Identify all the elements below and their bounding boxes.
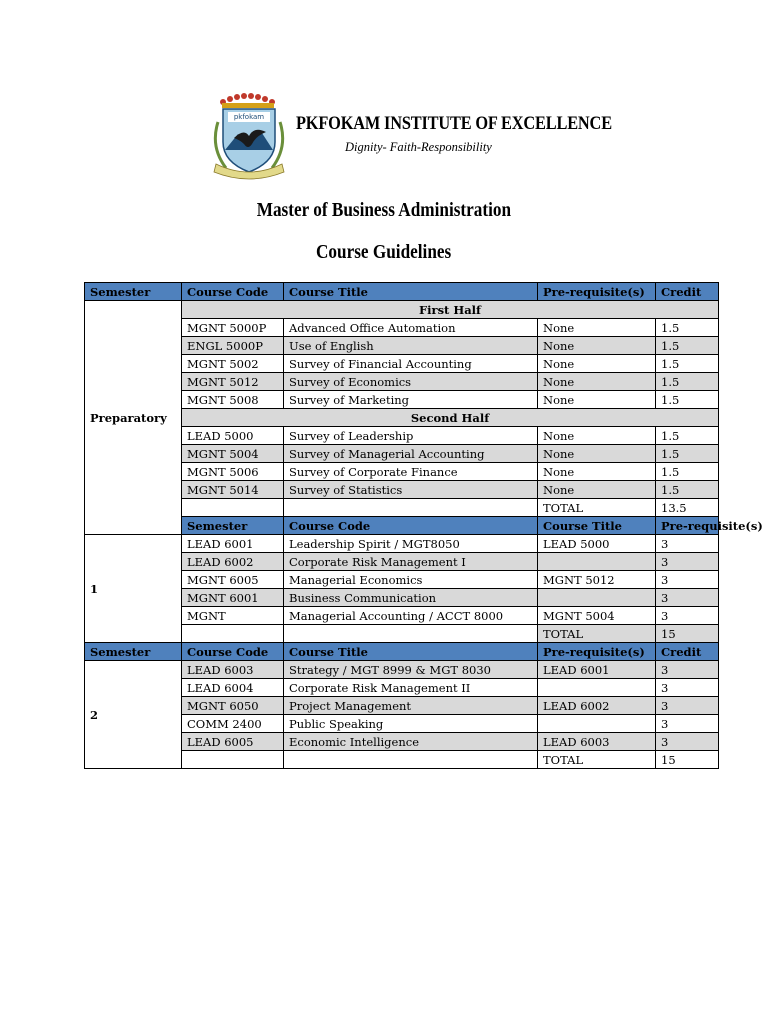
course-code: ENGL 5000P (182, 337, 284, 355)
course-code: LEAD 6004 (182, 679, 284, 697)
course-credit: 3 (656, 571, 719, 589)
course-credit: 1.5 (656, 463, 719, 481)
course-prereq: None (538, 337, 656, 355)
course-title: Managerial Economics (284, 571, 538, 589)
table-row (85, 535, 719, 553)
course-credit: 3 (656, 661, 719, 679)
course-code: MGNT 5014 (182, 481, 284, 499)
first-half-label: First Half (182, 301, 719, 319)
total-label: TOTAL (538, 751, 656, 769)
course-credit: 1.5 (656, 445, 719, 463)
course-credit: 3 (656, 607, 719, 625)
crest-name-text: pkfokam (233, 113, 265, 121)
total-label: TOTAL (538, 499, 656, 517)
course-title: Corporate Risk Management II (284, 679, 538, 697)
total-credit: 13.5 (656, 499, 719, 517)
table-header-row (85, 283, 719, 301)
semester-label: Preparatory (85, 301, 182, 535)
course-credit: 1.5 (656, 319, 719, 337)
empty-cell (182, 751, 284, 769)
header-credit: Credit (656, 643, 719, 661)
page-header (0, 0, 768, 200)
course-prereq: None (538, 391, 656, 409)
course-title: Survey of Managerial Accounting (284, 445, 538, 463)
empty-cell (284, 499, 538, 517)
course-code: MGNT 5006 (182, 463, 284, 481)
course-credit: 3 (656, 679, 719, 697)
course-prereq: None (538, 373, 656, 391)
course-code: LEAD 5000 (182, 427, 284, 445)
course-code: LEAD 6003 (182, 661, 284, 679)
course-prereq: None (538, 355, 656, 373)
course-prereq: MGNT 5004 (538, 607, 656, 625)
course-credit: 1.5 (656, 481, 719, 499)
header-credit: Credit (656, 283, 719, 301)
course-code: COMM 2400 (182, 715, 284, 733)
header-prerequisites: Pre-requisite(s) (656, 517, 719, 535)
course-prereq (538, 553, 656, 571)
course-code: LEAD 6005 (182, 733, 284, 751)
course-code: MGNT 6005 (182, 571, 284, 589)
course-title: Leadership Spirit / MGT8050 (284, 535, 538, 553)
course-credit: 3 (656, 589, 719, 607)
course-credit: 3 (656, 553, 719, 571)
course-title: Survey of Corporate Finance (284, 463, 538, 481)
course-title: Survey of Marketing (284, 391, 538, 409)
course-title: Business Communication (284, 589, 538, 607)
course-code: MGNT (182, 607, 284, 625)
header-course-code: Course Code (284, 517, 538, 535)
institution-motto: Dignity- Faith-Responsibility (345, 140, 492, 154)
course-title: Project Management (284, 697, 538, 715)
header-course-code: Course Code (182, 283, 284, 301)
course-credit: 1.5 (656, 355, 719, 373)
course-prereq: None (538, 481, 656, 499)
course-code: MGNT 5004 (182, 445, 284, 463)
total-credit: 15 (656, 751, 719, 769)
course-title: Managerial Accounting / ACCT 8000 (284, 607, 538, 625)
course-prereq (538, 589, 656, 607)
document-subtitle-text: Course Guidelines (316, 241, 452, 263)
band-row (85, 301, 719, 319)
course-credit: 1.5 (656, 337, 719, 355)
course-credit: 1.5 (656, 427, 719, 445)
course-code: MGNT 5002 (182, 355, 284, 373)
course-title: Economic Intelligence (284, 733, 538, 751)
document-subtitle (0, 241, 768, 264)
course-prereq: LEAD 6003 (538, 733, 656, 751)
empty-cell (284, 751, 538, 769)
course-title: Public Speaking (284, 715, 538, 733)
course-credit: 3 (656, 733, 719, 751)
course-code: LEAD 6001 (182, 535, 284, 553)
course-title: Survey of Statistics (284, 481, 538, 499)
empty-cell (182, 499, 284, 517)
header-course-title: Course Title (538, 517, 656, 535)
course-prereq: None (538, 463, 656, 481)
second-half-label: Second Half (182, 409, 719, 427)
course-prereq (538, 679, 656, 697)
course-title: Survey of Leadership (284, 427, 538, 445)
course-title: Advanced Office Automation (284, 319, 538, 337)
course-code: MGNT 6001 (182, 589, 284, 607)
header-course-title: Course Title (284, 643, 538, 661)
course-prereq: None (538, 427, 656, 445)
course-code: MGNT 5000P (182, 319, 284, 337)
table-header-row (85, 643, 719, 661)
header-prerequisites: Pre-requisite(s) (538, 283, 656, 301)
institute-crest-logo (208, 92, 290, 178)
course-prereq (538, 715, 656, 733)
course-title: Corporate Risk Management I (284, 553, 538, 571)
header-prerequisites: Pre-requisite(s) (538, 643, 656, 661)
header-semester: Semester (182, 517, 284, 535)
course-prereq: LEAD 6002 (538, 697, 656, 715)
document-title (0, 199, 768, 222)
course-credit: 3 (656, 715, 719, 733)
total-credit: 15 (656, 625, 719, 643)
course-credit: 1.5 (656, 391, 719, 409)
course-code: MGNT 5012 (182, 373, 284, 391)
course-prereq: None (538, 445, 656, 463)
institution-name: PKFOKAM INSTITUTE OF EXCELLENCE (296, 113, 612, 134)
semester-label: 2 (85, 661, 182, 769)
course-table (84, 282, 763, 769)
header-semester: Semester (85, 643, 182, 661)
semester-label: 1 (85, 535, 182, 643)
course-title: Survey of Financial Accounting (284, 355, 538, 373)
course-credit: 3 (656, 535, 719, 553)
course-credit: 3 (656, 697, 719, 715)
course-prereq: LEAD 5000 (538, 535, 656, 553)
course-credit: 1.5 (656, 373, 719, 391)
course-code: MGNT 5008 (182, 391, 284, 409)
header-semester: Semester (85, 283, 182, 301)
course-title: Use of English (284, 337, 538, 355)
total-label: TOTAL (538, 625, 656, 643)
empty-cell (284, 625, 538, 643)
course-code: LEAD 6002 (182, 553, 284, 571)
header-course-code: Course Code (182, 643, 284, 661)
course-code: MGNT 6050 (182, 697, 284, 715)
document-title-text: Master of Business Administration (256, 199, 512, 221)
course-prereq: MGNT 5012 (538, 571, 656, 589)
empty-cell (182, 625, 284, 643)
course-prereq: LEAD 6001 (538, 661, 656, 679)
table-row (85, 661, 719, 679)
course-title: Strategy / MGT 8999 & MGT 8030 (284, 661, 538, 679)
course-title: Survey of Economics (284, 373, 538, 391)
course-prereq: None (538, 319, 656, 337)
header-course-title: Course Title (284, 283, 538, 301)
